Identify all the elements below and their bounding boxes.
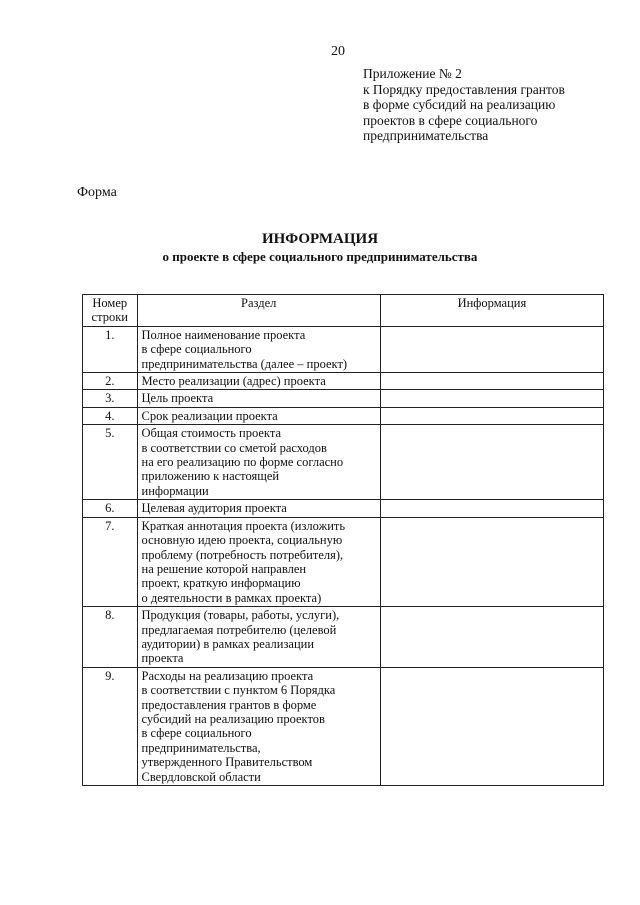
header-number-line: строки: [91, 310, 128, 325]
section-text-line: предлагаемая потребителю (целевой: [141, 622, 337, 637]
table-row: [83, 326, 604, 372]
table-row: [83, 373, 604, 390]
section-text-line: проект, краткую информацию: [141, 576, 301, 591]
header-row-number: [83, 295, 138, 327]
row-number: 8.: [83, 607, 138, 668]
row-section: [137, 517, 380, 606]
row-information-field[interactable]: [380, 390, 603, 407]
section-text-line: Продукция (товары, работы, услуги),: [141, 608, 340, 623]
row-information-field[interactable]: [380, 425, 603, 500]
title-line-1: ИНФОРМАЦИЯ: [261, 231, 379, 247]
row-information-field[interactable]: [380, 667, 603, 785]
section-text-line: предпринимательства,: [141, 740, 261, 755]
section-text-line: о деятельности в рамках проекта): [141, 590, 322, 605]
section-text-line: аудитории) в рамках реализации: [141, 636, 315, 651]
row-number: 7.: [83, 517, 138, 606]
section-text-line: проекта: [141, 651, 184, 666]
section-text-line: субсидий на реализацию проектов: [141, 711, 325, 726]
row-section: [137, 326, 380, 372]
table-row: [83, 425, 604, 500]
section-text-line: основную идею проекта, социальную: [141, 533, 343, 548]
appendix-line: предпринимательства: [363, 128, 489, 143]
section-text-line: Полное наименование проекта: [141, 327, 306, 342]
row-information-field[interactable]: [380, 517, 603, 606]
section-text-line: проблему (потребность потребителя),: [141, 547, 344, 562]
section-text-line: Место реализации (адрес) проекта: [141, 374, 326, 389]
section-text-line: в сфере социального: [141, 726, 252, 741]
form-label: Форма: [77, 185, 117, 200]
row-information-field[interactable]: [380, 326, 603, 372]
row-number: 2.: [83, 373, 138, 390]
header-section: Раздел: [137, 295, 380, 327]
section-text-line: Целевая аудитория проекта: [141, 501, 287, 516]
row-number: 3.: [83, 390, 138, 407]
row-information-field[interactable]: [380, 407, 603, 424]
row-information-field[interactable]: [380, 373, 603, 390]
section-text-line: предоставления грантов в форме: [141, 697, 317, 712]
row-number: 9.: [83, 667, 138, 785]
row-number: 5.: [83, 425, 138, 500]
row-section: [137, 607, 380, 668]
section-text-line: Срок реализации проекта: [141, 408, 278, 423]
section-text-line: в соответствии со сметой расходов: [141, 440, 327, 455]
section-text-line: утвержденного Правительством: [141, 755, 313, 770]
table-row: [83, 607, 604, 668]
table-row: [83, 667, 604, 785]
header-information: Информация: [380, 295, 603, 327]
appendix-line: Приложение № 2: [363, 66, 462, 81]
row-information-field[interactable]: [380, 500, 603, 517]
section-text-line: предпринимательства (далее – проект): [141, 356, 348, 371]
table-row: [83, 500, 604, 517]
section-text-line: на решение которой направлен: [141, 561, 307, 576]
row-section: [137, 407, 380, 424]
table-body: [83, 326, 604, 785]
table-row: [83, 407, 604, 424]
header-number-line: Номер: [92, 296, 128, 310]
row-number: 6.: [83, 500, 138, 517]
row-section: [137, 425, 380, 500]
row-number: 4.: [83, 407, 138, 424]
appendix-line: к Порядку предоставления грантов: [363, 81, 565, 97]
section-text-line: на его реализацию по форме согласно: [141, 455, 344, 470]
document-title: [0, 230, 640, 266]
appendix-line: в форме субсидий на реализацию: [363, 97, 556, 112]
row-section: [137, 373, 380, 390]
appendix-line: проектов в сфере социального: [363, 112, 538, 128]
row-number: 1.: [83, 326, 138, 372]
section-text-line: в соответствии с пунктом 6 Порядка: [141, 683, 336, 698]
section-text-line: Расходы на реализацию проекта: [141, 668, 314, 683]
row-section: [137, 390, 380, 407]
section-text-line: Цель проекта: [141, 391, 214, 406]
section-text-line: Краткая аннотация проекта (изложить: [141, 518, 346, 533]
row-section: [137, 667, 380, 785]
title-line-2: о проекте в сфере социального предпринимательства: [162, 249, 478, 264]
page-number: 20: [331, 44, 345, 59]
table-row: [83, 390, 604, 407]
row-information-field[interactable]: [380, 607, 603, 668]
section-text-line: Свердловской области: [141, 769, 261, 784]
row-section: [137, 500, 380, 517]
section-text-line: приложению к настоящей: [141, 469, 280, 484]
section-text-line: информации: [141, 483, 209, 498]
appendix-note: [363, 66, 565, 144]
table-header-row: [83, 295, 604, 327]
section-text-line: в сфере социального: [141, 342, 252, 357]
table-row: [83, 517, 604, 606]
project-info-table: [82, 294, 604, 786]
section-text-line: Общая стоимость проекта: [141, 426, 282, 441]
